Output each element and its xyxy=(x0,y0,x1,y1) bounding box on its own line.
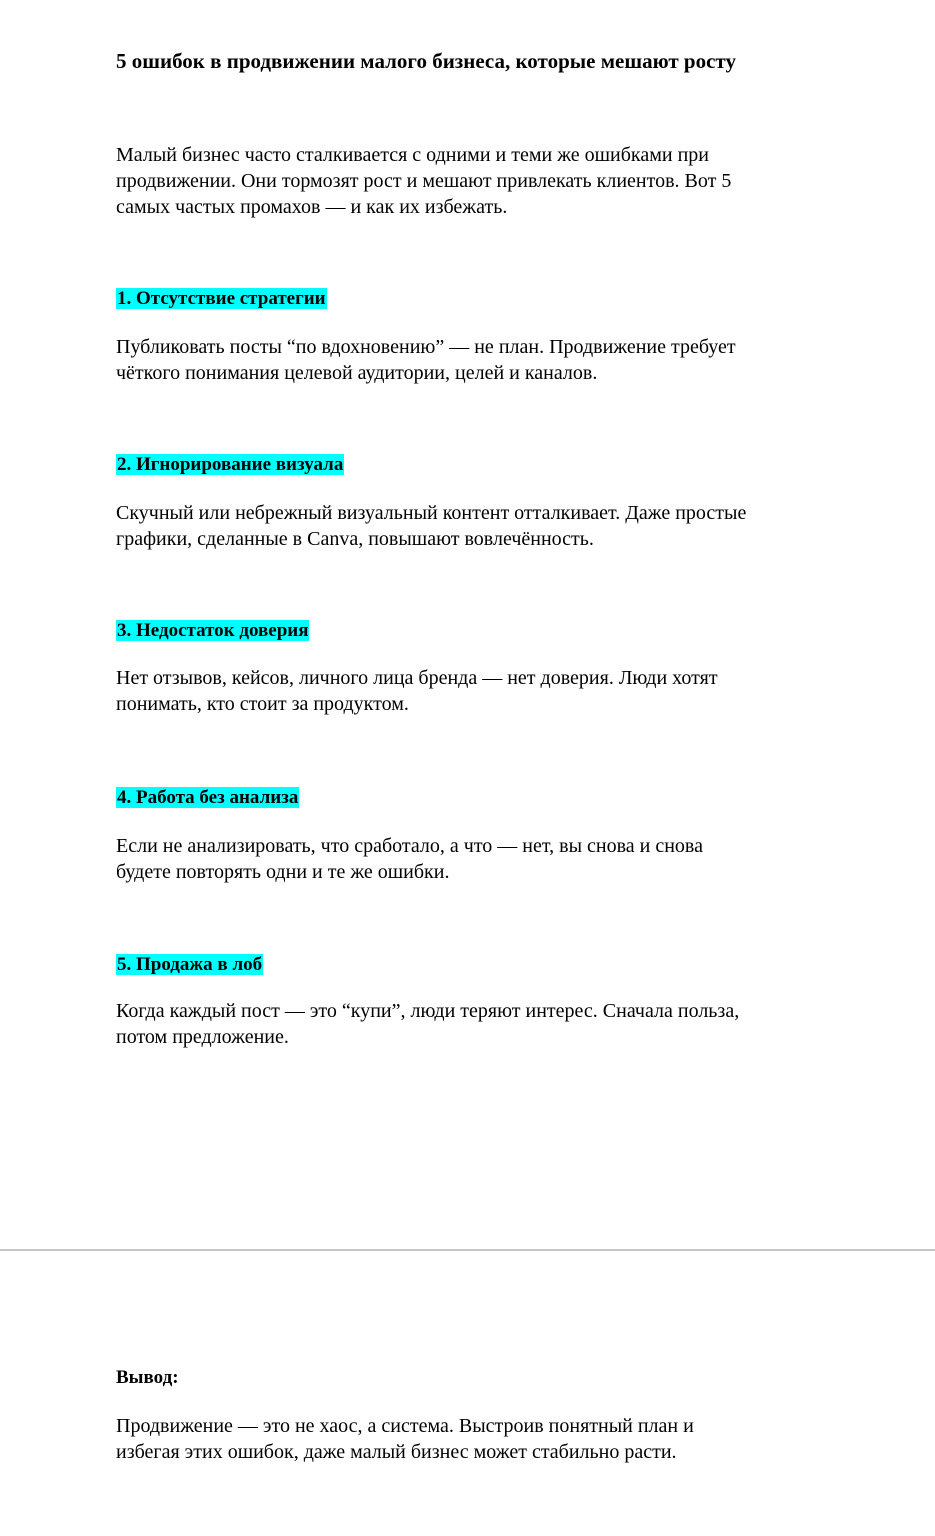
section-body-3 xyxy=(116,665,836,717)
section-body-4 xyxy=(116,833,836,885)
conclusion-line: избегая этих ошибок, даже малый бизнес может стабильно расти. xyxy=(116,1441,677,1463)
conclusion-heading: Вывод: xyxy=(116,1367,179,1388)
intro-line: Малый бизнес часто сталкивается с одними и теми же ошибками при xyxy=(116,144,709,166)
section-line: графики, сделанные в Canva, повышают вовлечённость. xyxy=(116,528,594,550)
section-body-2 xyxy=(116,500,836,552)
section-heading-2 xyxy=(116,453,344,477)
conclusion-body xyxy=(116,1413,836,1465)
section-heading-4-text: 4. Работа без анализа xyxy=(117,787,299,808)
section-line: Скучный или небрежный визуальный контент отталкивает. Даже простые xyxy=(116,502,747,524)
page-break-divider xyxy=(0,1249,935,1251)
section-line: чёткого понимания целевой аудитории, целей и каналов. xyxy=(116,362,598,384)
section-heading-5-text: 5. Продажа в лоб xyxy=(117,954,263,975)
section-line: понимать, кто стоит за продуктом. xyxy=(116,693,409,715)
section-line: Нет отзывов, кейсов, личного лица бренда — нет доверия. Люди хотят xyxy=(116,667,718,689)
section-heading-3-text: 3. Недостаток доверия xyxy=(117,620,309,641)
section-line: будете повторять одни и те же ошибки. xyxy=(116,861,450,883)
article-title: 5 ошибок в продвижении малого бизнеса, которые мешают росту xyxy=(116,49,736,73)
section-line: потом предложение. xyxy=(116,1026,289,1048)
section-heading-1-text: 1. Отсутствие стратегии xyxy=(117,288,326,309)
section-body-5 xyxy=(116,998,836,1050)
section-line: Когда каждый пост — это “купи”, люди теряют интерес. Сначала польза, xyxy=(116,1000,740,1022)
intro-line: самых частых промахов — и как их избежать. xyxy=(116,196,508,218)
section-heading-5 xyxy=(116,953,263,977)
section-line: Публиковать посты “по вдохновению” — не план. Продвижение требует xyxy=(116,336,736,358)
section-body-1 xyxy=(116,334,836,386)
intro-line: продвижении. Они тормозят рост и мешают привлекать клиентов. Вот 5 xyxy=(116,170,732,192)
section-heading-4 xyxy=(116,786,299,810)
conclusion-line: Продвижение — это не хаос, а система. Выстроив понятный план и xyxy=(116,1415,694,1437)
section-heading-3 xyxy=(116,619,309,643)
section-line: Если не анализировать, что сработало, а что — нет, вы снова и снова xyxy=(116,835,703,857)
section-heading-1 xyxy=(116,287,327,311)
intro-paragraph xyxy=(116,142,836,220)
section-heading-2-text: 2. Игнорирование визуала xyxy=(117,454,344,475)
